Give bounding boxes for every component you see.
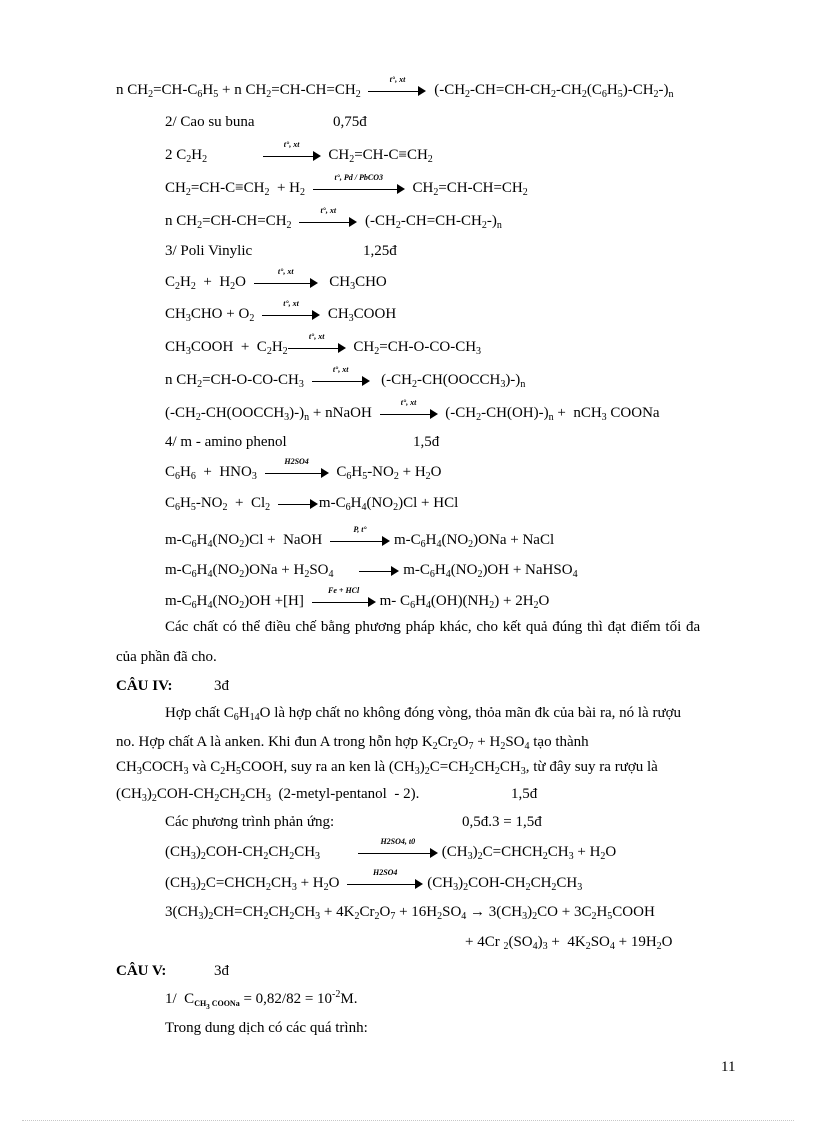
reaction-17-cont: + 4Cr $_2(SO_4)_3 + 4K_2SO_4 + 19H_2O$ [465, 934, 673, 952]
reaction-arrow: H2SO4, t0 [358, 847, 438, 859]
page-number: 11 [721, 1059, 736, 1075]
page-footer-divider [22, 1120, 794, 1121]
reaction-14: $m-C_6H_4(NO_2)OH +[H]$ Fe + HCl m- $C_6H_4(OH)(NH_2) + 2H_2O$ [165, 585, 550, 611]
reaction-arrow: t°, xt [299, 216, 357, 228]
concentration-line: 1/ $C_{CH_3 COONa} = 0,82/82 = 10^{-2}M$. [165, 989, 358, 1011]
reaction-arrow: H2SO4 [347, 878, 423, 890]
reaction-arrow: t°, xt [288, 342, 346, 354]
section-2-title: 2/ Cao su buna [165, 114, 255, 130]
section-4-points: 1,5đ [413, 434, 440, 450]
paragraph-line: Trong dung dịch có các quá trình: [165, 1020, 368, 1036]
question-5-title: CÂU V: [116, 963, 167, 979]
reaction-2: 2 $C_2H_2$ t°, xt $CH_2=CH-C\equiv CH_2$ [165, 139, 433, 165]
section-4-title: 4/ m - amino phenol [165, 434, 287, 450]
reaction-arrow: H2SO4 [265, 467, 329, 479]
question-4-title: CÂU IV: [116, 678, 173, 694]
reaction-arrow: Fe + HCl [312, 596, 376, 608]
reaction-4: n $CH_2=CH-CH=CH_2$ t°, xt $(-CH_2-CH=CH-CH_2-)_n$ [165, 205, 502, 231]
question-5-points: 3đ [214, 963, 229, 979]
reaction-arrow [278, 498, 318, 510]
note-line-1: Các chất có thể điều chế bằng phương pháp khác, cho kết quả đúng thì đạt điểm tối đa [165, 619, 701, 635]
reaction-12: $m-C_6H_4(NO_2)Cl$ + NaOH P, t° $m-C_6H_4(NO_2)ONa$ + NaCl [165, 524, 555, 550]
reaction-arrow: t°, xt [380, 408, 438, 420]
reaction-1: n $CH_2=CH-C_6H_5 + n$ $CH_2=CH-CH=CH_2$ t°, xt $(-CH_2-CH=CH-CH_2-CH_2(C_6H_5)-CH_2-)_n$ [116, 74, 674, 100]
reaction-3: $CH_2=CH-C\equiv CH_2 + H_2$ t°, Pd / PbCO3 $CH_2=CH-CH=CH_2$ [165, 172, 528, 198]
reaction-9: $(-CH_2-CH(OOCCH_3)-)_n$ + nNaOH t°, xt $(-CH_2-CH(OH)-)_n + nCH_3$ COONa [165, 397, 660, 423]
reaction-7: $CH_3COOH + C_2H_2$ t°, xt $CH_2=CH-O-CO-CH_3$ [165, 331, 482, 357]
reaction-11: $C_6H_5-NO_2 + Cl_2$ $m-C_6H_4(NO_2)Cl$ + HCl [165, 495, 459, 513]
question-4-points: 3đ [214, 678, 229, 694]
reaction-arrow: t°, xt [312, 375, 370, 387]
paragraph-line: Hợp chất $C_6H_{14}O$ là hợp chất no không đóng vòng, thỏa mãn đk của bài ra, nó là rượu [165, 705, 682, 723]
note-line-2: của phần đã cho. [116, 649, 217, 665]
paragraph-line: $(CH_3)_2COH-CH_2CH_2CH_3$ (2-metyl-pentanol - 2). [116, 786, 420, 804]
reaction-15: $(CH_3)_2COH-CH_2CH_2CH_3$ H2SO4, t0 $(CH_3)_2C=CHCH_2CH_3 + H_2O$ [165, 836, 617, 862]
reaction-5: $C_2H_2 + H_2O$ t°, xt $CH_3CHO$ [165, 266, 387, 292]
reaction-8: n $CH_2=CH-O-CO-CH_3$ t°, xt $(-CH_2-CH(OOCCH_3)-)_n$ [165, 364, 526, 390]
reaction-10: $C_6H_6 + HNO_3$ H2SO4 $C_6H_5-NO_2 + H_2O$ [165, 456, 442, 482]
reaction-16: $(CH_3)_2C=CHCH_2CH_3 + H_2O$ H2SO4 $(CH_3)_2COH-CH_2CH_2CH_3$ [165, 867, 583, 893]
paragraph-line: no. Hợp chất A là anken. Khi đun A trong hỗn hợp $K_2Cr_2O_7 + H_2SO_4$ tạo thành [116, 734, 589, 752]
reaction-arrow: t°, xt [263, 150, 321, 162]
reaction-arrow: t°, xt [368, 85, 426, 97]
equations-title: Các phương trình phản ứng: [165, 814, 335, 830]
paragraph-line: $CH_3COCH_3$ và $C_2H_5COOH$, suy ra an ken là $(CH_3)_2C=CH_2CH_2CH_3$, từ đây suy ra rượu là [116, 759, 658, 777]
section-2-points: 0,75đ [333, 114, 367, 130]
equations-points: 0,5đ.3 = 1,5đ [462, 814, 542, 830]
reaction-13: $m-C_6H_4(NO_2)ONa + H_2SO_4$ $m-C_6H_4(NO_2)OH$ + NaHSO$_4$ [165, 562, 578, 580]
reaction-arrow: t°, xt [262, 309, 320, 321]
reaction-arrow [359, 565, 399, 577]
reaction-arrow: P, t° [330, 535, 390, 547]
reaction-6: $CH_3CHO + O_2$ t°, xt $CH_3COOH$ [165, 298, 397, 324]
section-3-points: 1,25đ [363, 243, 397, 259]
reaction-arrow: t°, Pd / PbCO3 [313, 183, 405, 195]
reaction-arrow: t°, xt [254, 277, 318, 289]
paragraph-points: 1,5đ [511, 786, 538, 802]
reaction-17: $3(CH_3)_2CH=CH_2CH_2CH_3 + 4K_2Cr_2O_7 + 16H_2SO_4 \to 3(CH_3)_2CO$ + $3C_2H_5COOH$ [165, 904, 655, 922]
section-3-title: 3/ Poli Vinylic [165, 243, 253, 259]
